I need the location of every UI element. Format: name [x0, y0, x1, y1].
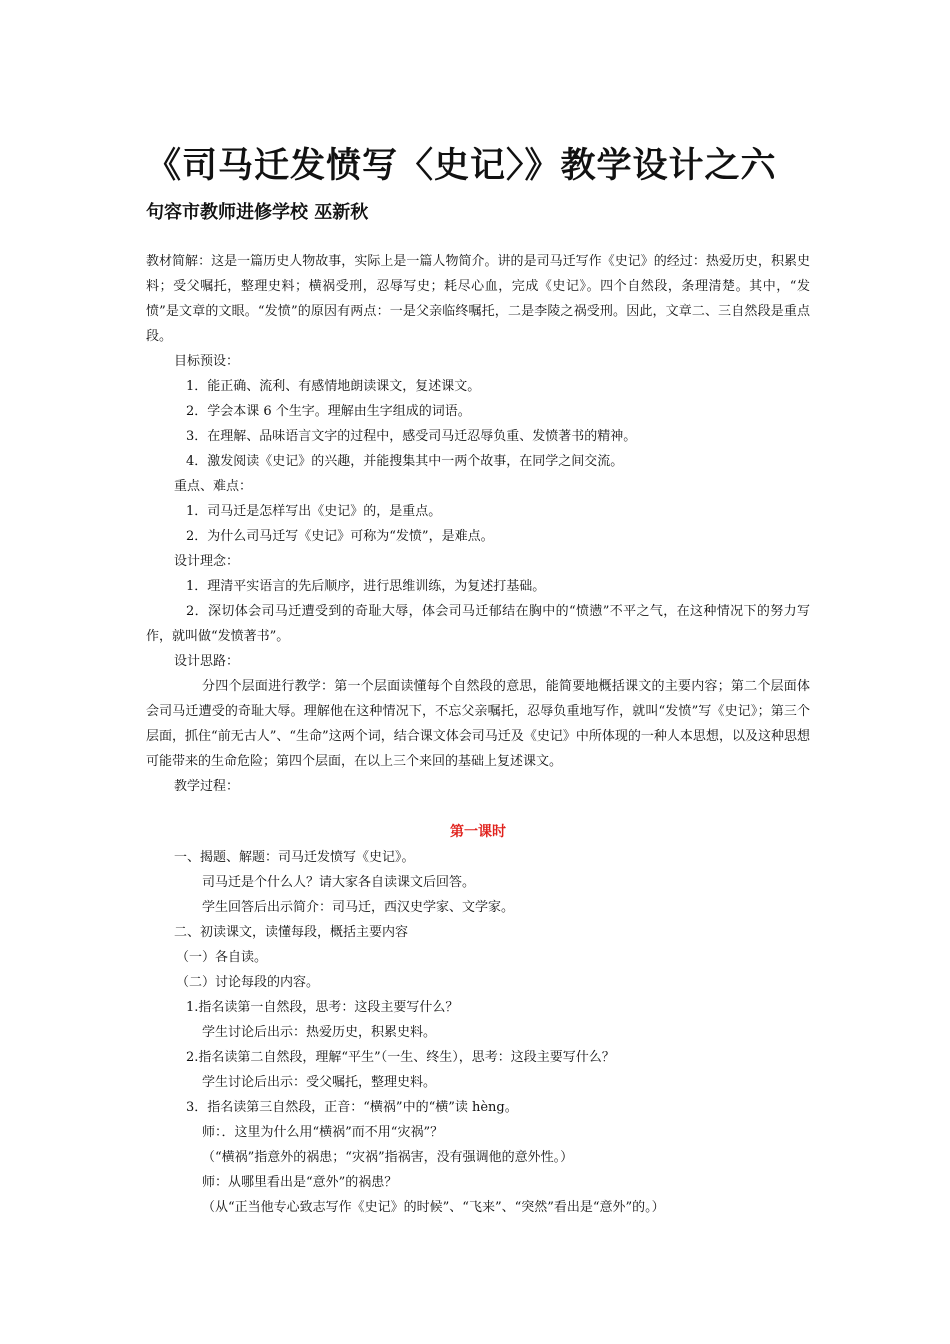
lesson-line: 学生回答后出示简介：司马迁，西汉史学家、文学家。: [202, 900, 515, 915]
idea-paragraph: 分四个层面进行教学：第一个层面读懂每个自然段的意思，能简要地概括课文的主要内容；第二个层面体会司马迁遭受的奇耻大辱。理解他在这种情况下，不忘父亲嘱托，忍辱负重地写作，就叫“发愤”写《史记》；第三个层面，抓住“前无古人”、“生命”这两个词，结合课文体会司马迁及《史记》中所体现的一种人本思想，以及这种思想可能带来的生命危险；第四个层面，在以上三个来回的基础上复述课文。: [146, 679, 810, 769]
lesson-line: （二）讨论每段的内容。: [176, 975, 320, 990]
lesson-line: 1.指名读第一自然段，思考：这段主要写什么？: [186, 1000, 459, 1015]
concept-item: 2．深切体会司马迁遭受到的奇耻大辱，体会司马迁郁结在胸中的“愤懑”不平之气，在这种情况下的努力写作，就叫做“发愤著书”。: [146, 604, 810, 644]
section-heading: 二、初读课文，读懂每段，概括主要内容: [174, 925, 409, 940]
lesson-line: 3．指名读第三自然段，正音：“横祸”中的“横”读 hèng。: [186, 1100, 518, 1115]
key-heading: 重点、难点：: [174, 479, 253, 494]
key-item: 1．司马迁是怎样写出《史记》的，是重点。: [186, 504, 442, 519]
concept-heading: 设计理念：: [174, 554, 240, 569]
goal-item: 1．能正确、流利、有感情地朗读课文，复述课文。: [186, 379, 481, 394]
section-heading: 一、揭题、解题：司马迁发愤写《史记》。: [174, 850, 415, 865]
lesson-line: 司马迁是个什么人？请大家各自读课文后回答。: [202, 875, 476, 890]
document-body: [146, 249, 810, 1220]
intro-paragraph: 教材简解：这是一篇历史人物故事，实际上是一篇人物简介。讲的是司马迁写作《史记》的经过：热爱历史，积累史料；受父嘱托，整理史料；横祸受刑，忍辱写史；耗尽心血，完成《史记》。四个自然段，条理清楚。其中，“发愤”是文章的文眼。“发愤”的原因有两点：一是父亲临终嘱托，二是李陵之祸受刑。因此，文章二、三自然段是重点段。: [146, 254, 810, 344]
lesson-line: 2.指名读第二自然段，理解“平生”（一生、终生），思考：这段主要写什么？: [186, 1050, 615, 1065]
concept-item: 1．理清平实语言的先后顺序，进行思维训练，为复述打基础。: [186, 579, 546, 594]
lesson-line: 学生讨论后出示：热爱历史，积累史料。: [202, 1025, 437, 1040]
lesson-title: 第一课时: [450, 824, 506, 840]
lesson-line: （“横祸”指意外的祸患；“灾祸”指祸害，没有强调他的意外性。）: [202, 1150, 574, 1165]
lesson-line: （一）各自读。: [176, 950, 268, 965]
key-item: 2．为什么司马迁写《史记》可称为“发愤”，是难点。: [186, 529, 494, 544]
process-heading: 教学过程：: [174, 779, 240, 794]
lesson-line: （从“正当他专心致志写作《史记》的时候”、“飞来”、“突然”看出是“意外”的。）: [202, 1200, 665, 1215]
lesson-line: 师：．这里为什么用“横祸”而不用“灾祸”？: [202, 1125, 444, 1140]
goals-heading: 目标预设：: [174, 354, 240, 369]
goal-item: 2．学会本课 6 个生字。理解由生字组成的词语。: [186, 404, 471, 419]
lesson-line: 师：从哪里看出是“意外”的祸患？: [202, 1175, 398, 1190]
document-author: 句容市教师进修学校 巫新秋: [146, 202, 369, 223]
lesson-line: 学生讨论后出示：受父嘱托，整理史料。: [202, 1075, 437, 1090]
goal-item: 3．在理解、品味语言文字的过程中，感受司马迁忍辱负重、发愤著书的精神。: [186, 429, 637, 444]
document-title: 《司马迁发愤写〈史记〉》教学设计之六: [146, 146, 777, 186]
idea-heading: 设计思路：: [174, 654, 240, 669]
goal-item: 4．激发阅读《史记》的兴趣，并能搜集其中一两个故事，在同学之间交流。: [186, 454, 624, 469]
